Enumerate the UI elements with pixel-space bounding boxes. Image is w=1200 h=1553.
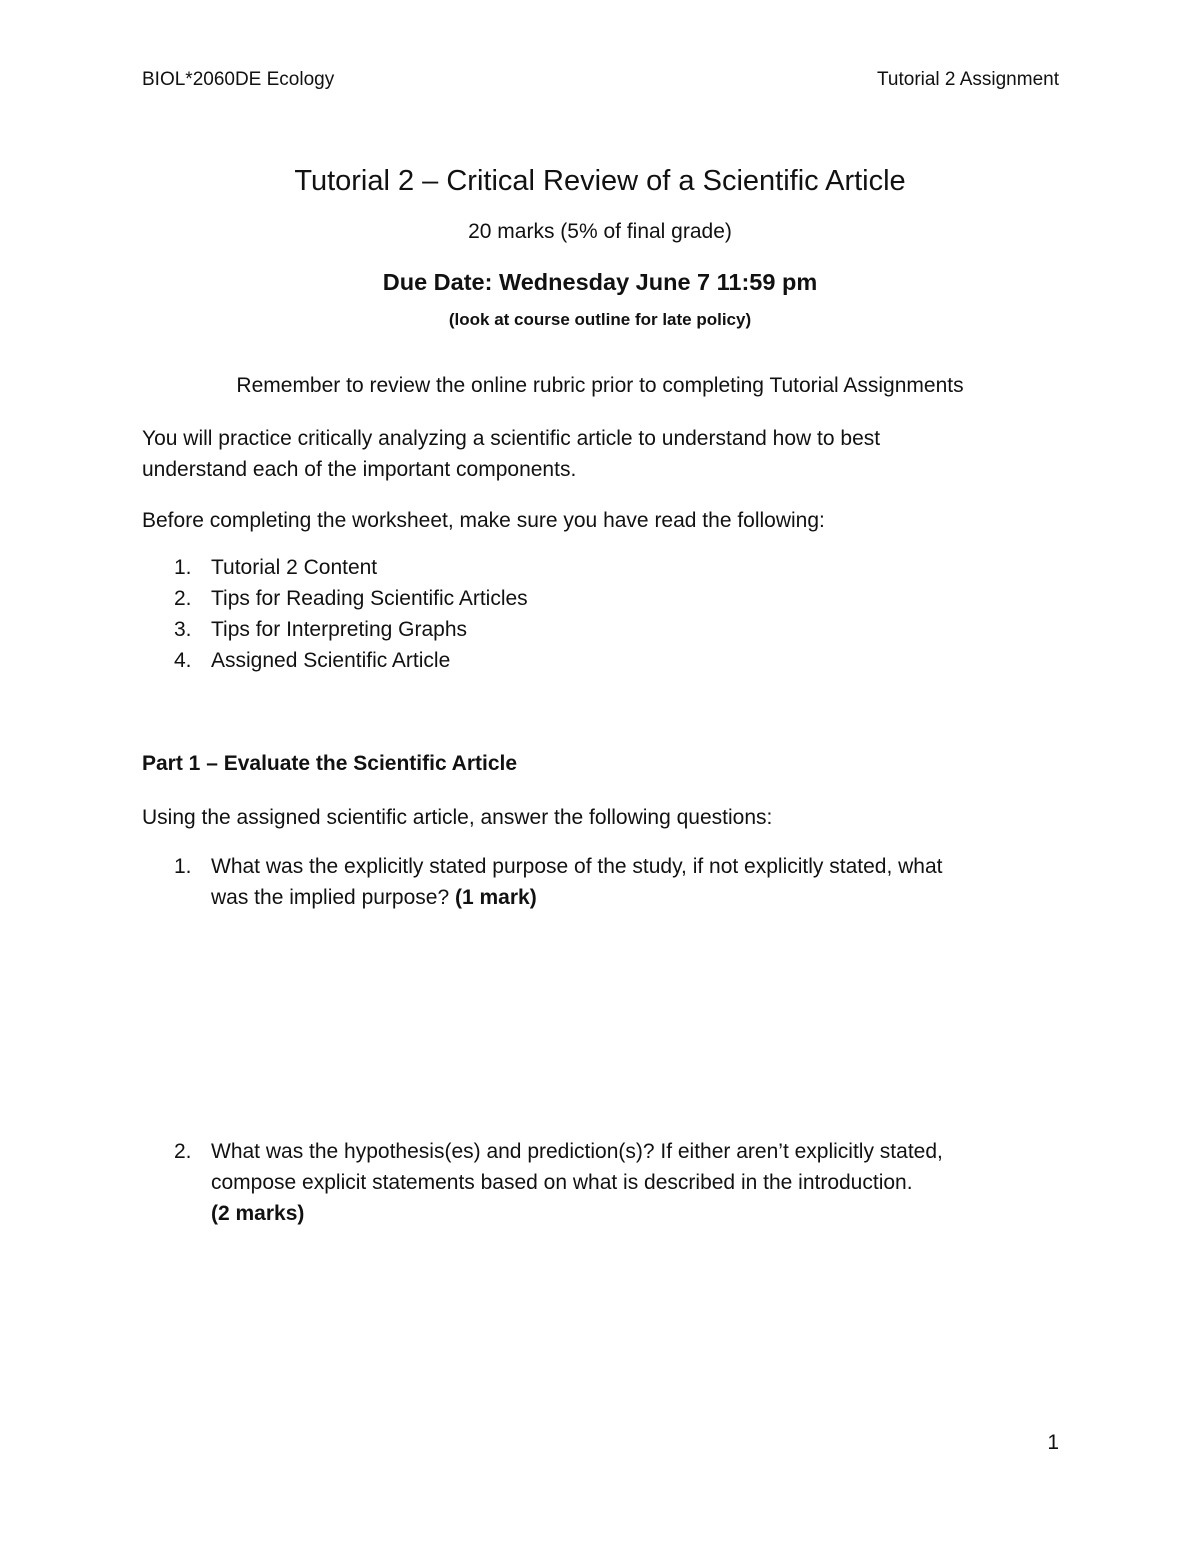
late-policy-note: (look at course outline for late policy) bbox=[448, 310, 752, 329]
list-text: Tutorial 2 Content bbox=[211, 556, 378, 579]
before-reading-text: Before completing the worksheet, make sure you have read the following: bbox=[142, 509, 825, 532]
question-number: 2. bbox=[174, 1140, 192, 1163]
question-line: compose explicit statements based on what is described in the introduction. bbox=[211, 1171, 913, 1194]
marks-subtitle: 20 marks (5% of final grade) bbox=[468, 220, 732, 243]
page-title: Tutorial 2 – Critical Review of a Scientific Article bbox=[294, 165, 906, 197]
list-text: Tips for Interpreting Graphs bbox=[211, 618, 467, 641]
list-text: Assigned Scientific Article bbox=[211, 649, 451, 672]
part-1-instruction: Using the assigned scientific article, answer the following questions: bbox=[142, 806, 773, 829]
list-number: 4. bbox=[174, 649, 192, 672]
part-1-heading: Part 1 – Evaluate the Scientific Article bbox=[142, 752, 518, 775]
due-date: Due Date: Wednesday June 7 11:59 pm bbox=[382, 269, 818, 295]
question-marks: (2 marks) bbox=[211, 1202, 305, 1225]
question-line-text: was the implied purpose? bbox=[211, 886, 455, 909]
question-line: What was the hypothesis(es) and prediction(s)? If either aren’t explicitly stated, bbox=[211, 1140, 943, 1163]
question-text bbox=[211, 851, 942, 913]
rubric-reminder: Remember to review the online rubric prior to completing Tutorial Assignments bbox=[236, 374, 964, 397]
intro-line-1: You will practice critically analyzing a scientific article to understand how to best bbox=[142, 427, 881, 450]
header-course-code: BIOL*2060DE Ecology bbox=[142, 69, 335, 90]
list-number: 1. bbox=[174, 556, 192, 579]
question-text bbox=[211, 1136, 943, 1229]
list-text: Tips for Reading Scientific Articles bbox=[211, 587, 528, 610]
list-number: 3. bbox=[174, 618, 192, 641]
question-marks: (1 mark) bbox=[454, 886, 537, 909]
question-line bbox=[211, 882, 942, 913]
header-assignment-name: Tutorial 2 Assignment bbox=[877, 69, 1059, 90]
intro-paragraph bbox=[142, 423, 880, 485]
page-number: 1 bbox=[1047, 1431, 1059, 1454]
question-number: 1. bbox=[174, 855, 192, 878]
intro-line-2: understand each of the important components. bbox=[142, 458, 577, 481]
list-number: 2. bbox=[174, 587, 192, 610]
question-line: What was the explicitly stated purpose of the study, if not explicitly stated, what bbox=[211, 855, 943, 878]
